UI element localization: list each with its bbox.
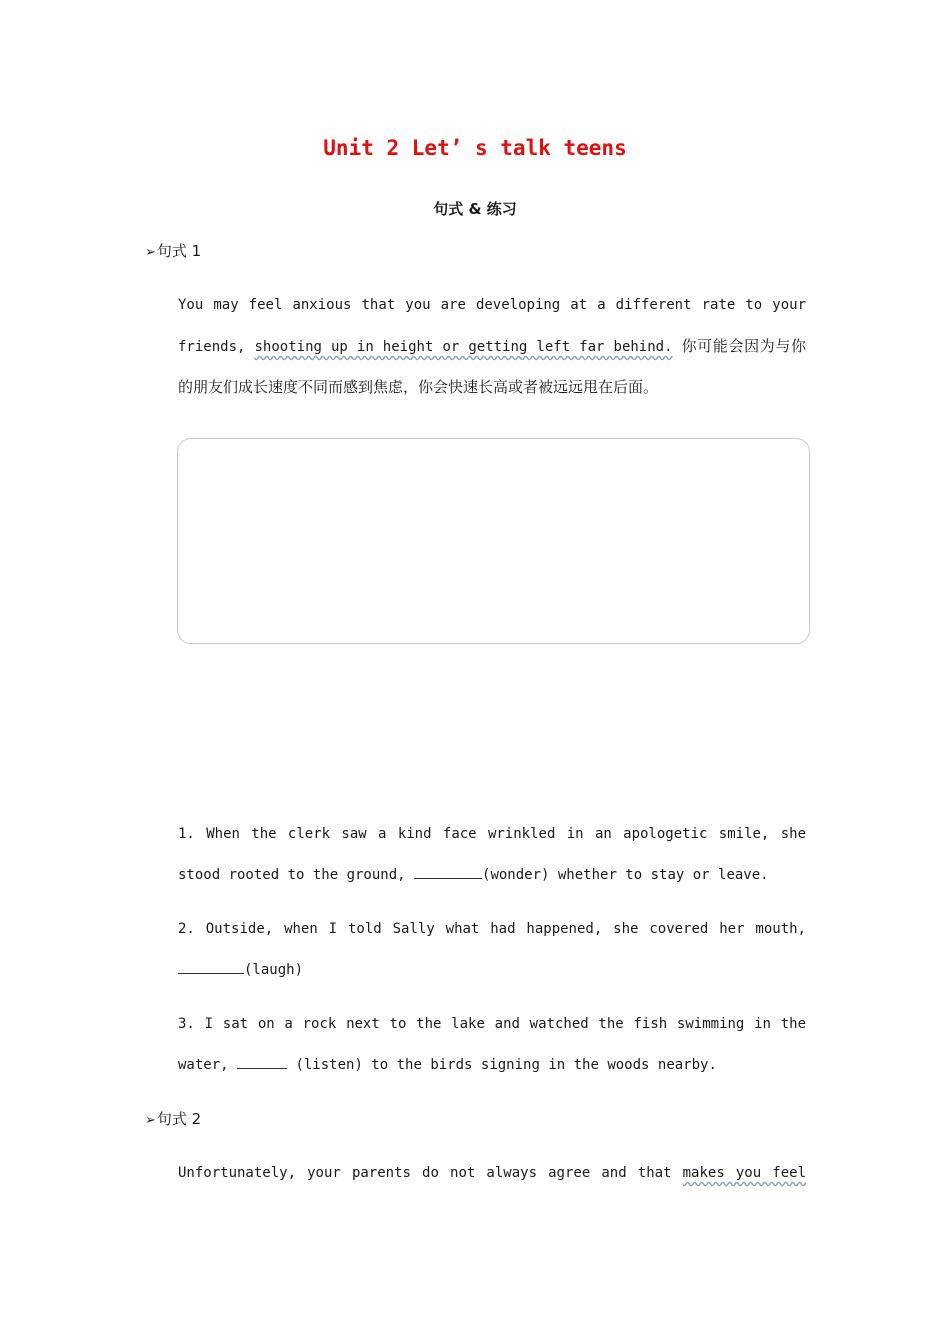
- arrow-bullet-icon: ➢: [145, 245, 156, 260]
- highlighted-phrase: shooting up in height or getting left far behind.: [254, 339, 673, 355]
- arrow-bullet-icon: ➢: [145, 1113, 156, 1128]
- section2-line-1-prefix: Unfortunately, your parents do not always agree and that: [178, 1165, 672, 1181]
- exercise-3-line-1: 3. I sat on a rock next to the lake and watched the fish swimming in the: [178, 1016, 806, 1032]
- exercise-3-suffix: (listen) to the birds signing in the woods nearby.: [295, 1057, 717, 1073]
- section1-line-2-prefix: friends,: [178, 339, 246, 355]
- section-heading-1-label: 句式 1: [156, 242, 202, 260]
- exercise-3-line-2: [178, 1045, 806, 1086]
- exercise-1-prefix: stood rooted to the ground,: [178, 867, 406, 883]
- section-heading-2: [145, 1108, 201, 1129]
- answer-blank-3[interactable]: [237, 1054, 287, 1069]
- section2-sentence: [178, 1153, 806, 1194]
- exercise-3-prefix: water,: [178, 1057, 229, 1073]
- exercise-1-line-1: 1. When the clerk saw a kind face wrinkled in an apologetic smile, she: [178, 826, 806, 842]
- section-heading-1: [145, 240, 201, 261]
- section1-line-2: [178, 326, 806, 367]
- section1-line-3-translation: 的朋友们成长速度不同而感到焦虑，你会快速长高或者被远远甩在后面。: [178, 378, 659, 396]
- exercise-1: [178, 814, 806, 896]
- answer-blank-1[interactable]: [414, 864, 482, 879]
- exercise-1-line-2: [178, 855, 806, 896]
- section-heading-2-label: 句式 2: [156, 1110, 202, 1128]
- page-title: Unit 2 Let’ s talk teens: [323, 136, 627, 160]
- exercise-2-line-2: [178, 950, 806, 991]
- exercise-3: [178, 1004, 806, 1086]
- section1-line-1: You may feel anxious that you are developing at a different rate to your: [178, 297, 806, 313]
- exercise-2-suffix: (laugh): [244, 962, 304, 978]
- section2-line-1: [178, 1153, 806, 1194]
- section1-line-2-translation: 你可能会因为与你: [681, 337, 806, 355]
- page-subtitle: 句式 & 练习: [433, 200, 517, 218]
- highlighted-phrase-2: makes you feel: [682, 1165, 806, 1181]
- section1-sentence: [178, 285, 806, 408]
- answer-blank-2[interactable]: [178, 959, 244, 974]
- exercise-1-suffix: (wonder) whether to stay or leave.: [482, 867, 769, 883]
- exercise-2-line-1: 2. Outside, when I told Sally what had happened, she covered her mouth,: [178, 921, 806, 937]
- notes-box[interactable]: [177, 438, 810, 644]
- exercise-2: [178, 909, 806, 991]
